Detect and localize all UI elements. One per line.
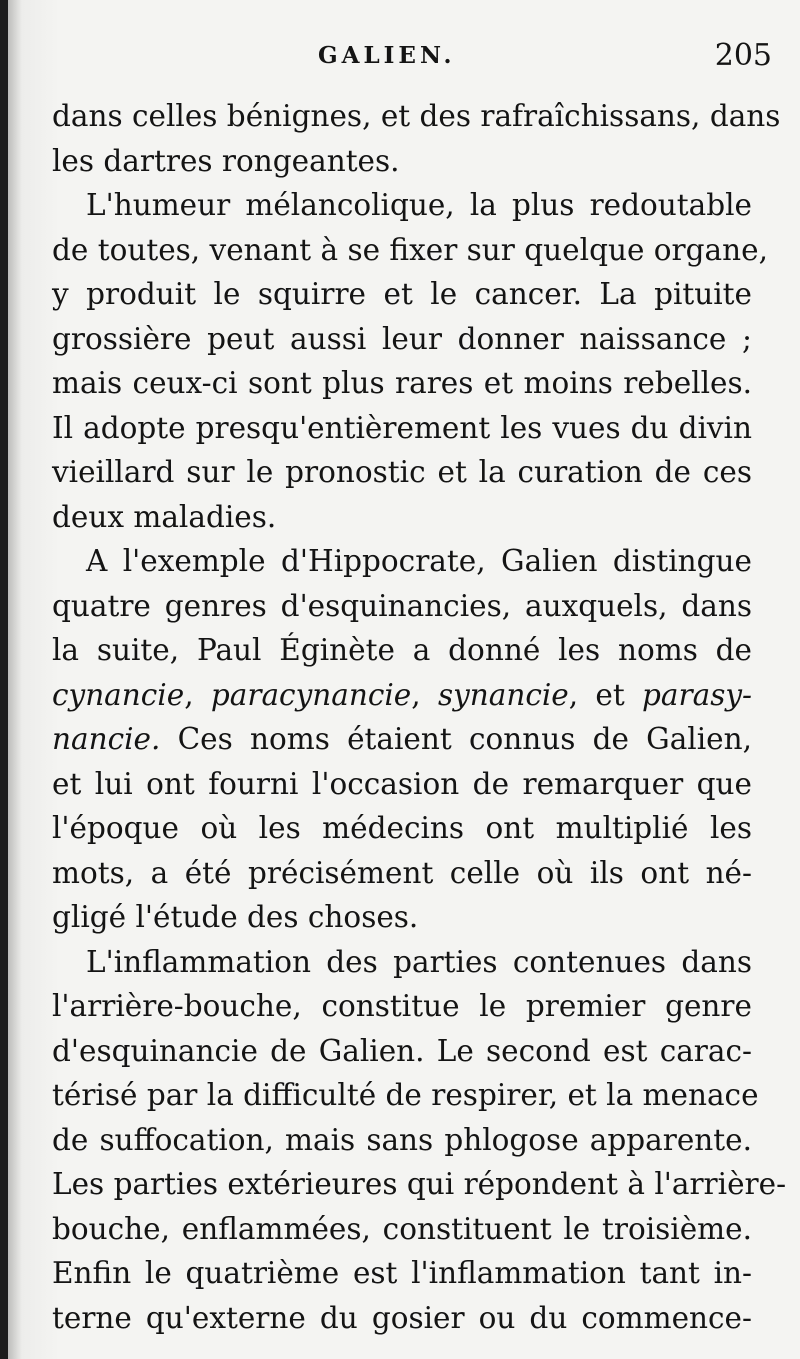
separator: , et: [568, 677, 643, 712]
text-line: L'inflammation des parties contenues dans: [86, 944, 752, 979]
paragraph-4: [52, 940, 787, 1341]
text-line: A l'exemple d'Hippocrate, Galien distingue: [86, 544, 752, 578]
text-line: térisé par la difficulté de respirer, et la menace: [52, 1078, 759, 1112]
page-number: 205: [714, 38, 772, 73]
page-header: [0, 38, 800, 78]
paragraph-3: [52, 539, 752, 940]
text-line: deux maladies.: [52, 499, 277, 534]
text-line: bouche, enflammées, constituent le troisième.: [52, 1211, 752, 1246]
term-nancie: nancie.: [52, 722, 161, 756]
text-line: de suffocation, mais sans phlogose apparente.: [52, 1122, 752, 1157]
text-line: Il adopte presqu'entièrement les vues du divin: [52, 410, 752, 445]
text-line: mots, a été précisément celle où ils ont né-: [52, 855, 752, 890]
term-synancie: synancie: [437, 677, 569, 712]
term-paracynancie: paracynancie: [210, 677, 412, 712]
text-line: terne qu'externe du gosier ou du commence-: [52, 1300, 752, 1335]
text-line: les dartres rongeantes.: [52, 143, 400, 178]
paragraph-1: [52, 94, 781, 183]
separator: ,: [184, 677, 211, 712]
running-title: GALIEN.: [318, 42, 456, 69]
separator: ,: [411, 677, 438, 712]
term-cynancie: cynancie: [52, 677, 185, 712]
text-line: mais ceux-ci sont plus rares et moins rebelles.: [52, 366, 752, 400]
text-line: de toutes, venant à se fixer sur quelque organe,: [52, 232, 768, 267]
body-text: [52, 94, 787, 1340]
text-line: Les parties extérieures qui répondent à l'arrière-: [52, 1167, 787, 1201]
text-line: l'arrière-bouche, constitue le premier genre: [52, 989, 752, 1023]
paragraph-2: [52, 183, 768, 539]
text-line-mixed: [52, 717, 752, 762]
text-line: Enfin le quatrième est l'inflammation tant in-: [52, 1256, 752, 1290]
text-line: gligé l'étude des choses.: [52, 900, 419, 934]
text-run: Ces noms étaient connus de Galien,: [160, 722, 752, 756]
text-line-italic-terms: [52, 673, 752, 718]
term-parasynancie: parasy-: [642, 677, 752, 712]
text-line: quatre genres d'esquinancies, auxquels, dans: [52, 588, 752, 623]
text-line: grossière peut aussi leur donner naissance ;: [52, 321, 752, 356]
text-line: d'esquinancie de Galien. Le second est carac-: [52, 1033, 752, 1068]
text-line: l'époque où les médecins ont multiplié les: [52, 811, 752, 845]
text-line: y produit le squirre et le cancer. La pituite: [52, 277, 752, 311]
text-line: vieillard sur le pronostic et la curation de ces: [52, 455, 752, 489]
text-line: la suite, Paul Éginète a donné les noms de: [52, 633, 752, 667]
text-line: dans celles bénignes, et des rafraîchissans, dans: [52, 99, 781, 133]
text-line: et lui ont fourni l'occasion de remarquer que: [52, 766, 752, 801]
text-line: L'humeur mélancolique, la plus redoutable: [86, 188, 752, 222]
